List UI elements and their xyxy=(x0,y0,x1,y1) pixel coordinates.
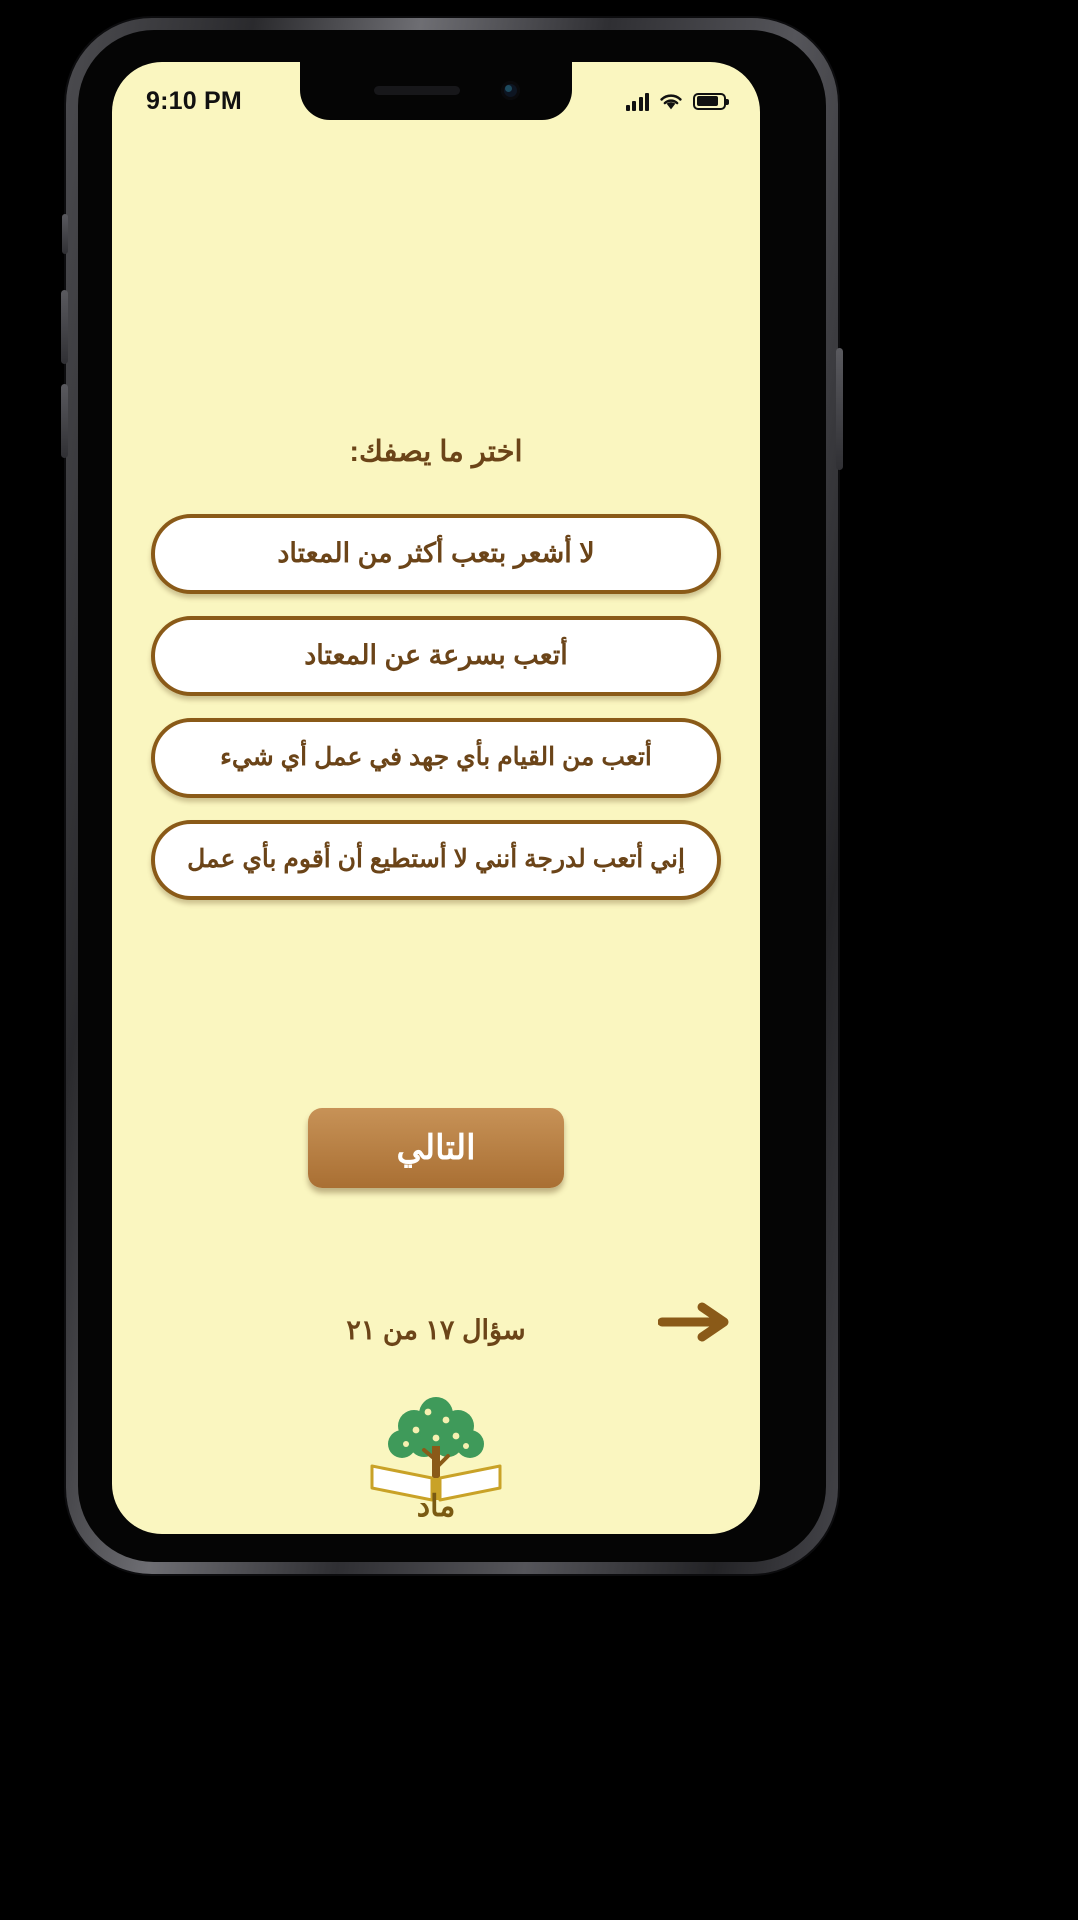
answer-option-label: لا أشعر بتعب أكثر من المعتاد xyxy=(277,538,595,569)
volume-up-button[interactable] xyxy=(61,290,68,364)
cellular-bars-icon xyxy=(626,92,650,111)
next-button[interactable] xyxy=(308,1108,564,1188)
power-button[interactable] xyxy=(836,348,843,470)
question-progress-text: سؤال ١٧ من ٢١ xyxy=(346,1314,526,1345)
quiz-screen xyxy=(112,62,760,1534)
answer-option-1[interactable] xyxy=(151,514,721,594)
status-indicators xyxy=(626,92,727,111)
answer-option-2[interactable] xyxy=(151,616,721,696)
app-logo xyxy=(336,1388,536,1520)
next-button-label: التالي xyxy=(396,1129,476,1167)
wifi-icon xyxy=(658,92,684,111)
tree-icon xyxy=(336,1388,536,1520)
answer-option-3[interactable] xyxy=(151,718,721,798)
silent-switch[interactable] xyxy=(62,214,68,254)
volume-down-button[interactable] xyxy=(61,384,68,458)
arrow-right-icon[interactable] xyxy=(658,1292,732,1352)
status-bar xyxy=(112,62,760,140)
answer-option-label: أتعب من القيام بأي جهد في عمل أي شيء xyxy=(220,743,652,772)
status-time: 9:10 PM xyxy=(146,86,242,115)
phone-screen xyxy=(112,62,760,1534)
answer-option-4[interactable] xyxy=(151,820,721,900)
answer-option-label: أتعب بسرعة عن المعتاد xyxy=(304,640,568,671)
svg-text:ماد: ماد xyxy=(416,1490,456,1520)
answer-option-label: إني أتعب لدرجة أنني لا أستطيع أن أقوم بأي عمل xyxy=(187,845,685,874)
battery-icon xyxy=(693,93,726,110)
question-prompt: اختر ما يصفك: xyxy=(349,436,523,468)
phone-frame xyxy=(66,18,838,1574)
answer-options-list xyxy=(151,514,721,900)
